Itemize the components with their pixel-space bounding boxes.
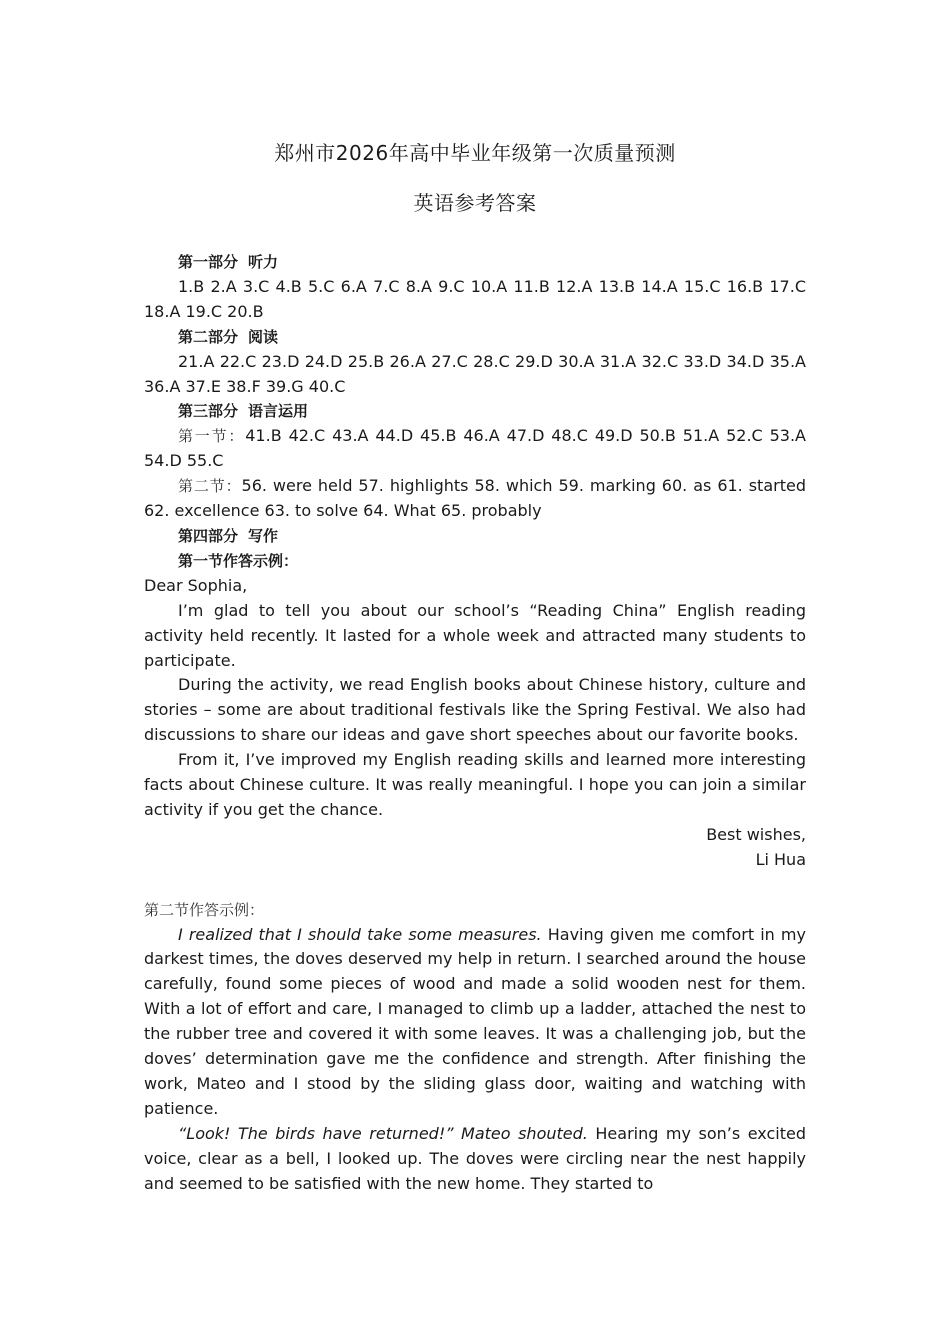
part1-heading [144, 250, 806, 275]
letter-paragraph-1: I’m glad to tell you about our school’s “Reading China” English reading activity held recently. It lasted for a whole week and attracted many students to participate. [144, 600, 806, 670]
part4-heading-topic: 写作 [248, 526, 279, 545]
part4-sample2-label: 第二节作答示例： [144, 900, 265, 919]
part3-section2 [144, 474, 806, 524]
story-paragraph-1-body: Having given me comfort in my darkest times, the doves deserved my help in return. I searched around the house carefully, found some pieces of wood and made a solid wooden nest for them. With a lot of effort and care, I managed to climb up a ladder, attached the nest to the rubber tree and covered it with some leaves. It was a challenging job, but the doves’ determination gave me the confidence and strength. After finishing the work, Mateo and I stood by the sliding glass door, waiting and watching with patience. [144, 924, 806, 1118]
part3-heading-topic: 语言运用 [248, 402, 309, 421]
story-paragraph-2-lead: “Look! The birds have returned!” Mateo shouted. [178, 1123, 588, 1143]
page-subtitle: 英语参考答案 [413, 191, 537, 215]
letter-closing: Best wishes, [706, 824, 806, 844]
part4-heading [144, 524, 806, 549]
part1-heading-topic: 听力 [248, 253, 279, 271]
part2-heading [144, 325, 806, 350]
spacer [144, 873, 806, 898]
letter-paragraph-2: During the activity, we read English books about Chinese history, culture and stories – some are about traditional festivals like the Spring Festival. We also had discussions to share our ideas and gave short speeches about our favorite books. [144, 675, 806, 745]
part3-section1-label: 第一节： [178, 427, 246, 446]
part3-section2-answers: 56. were held 57. highlights 58. which 59. marking 60. as 61. started 62. excellence 63. to solve 64. What 65. probably [144, 476, 806, 521]
letter-paragraph-3: From it, I’ve improved my English reading skills and learned more interesting facts about Chinese culture. It was really meaningful. I hope you can join a similar activity if you get the chance. [144, 750, 806, 819]
part3-section2-label: 第二节： [178, 477, 242, 496]
story-paragraph-1-lead: I realized that I should take some measures. [178, 924, 542, 944]
letter-greeting: Dear Sophia, [144, 575, 248, 595]
part3-heading-label: 第三部分 [178, 402, 239, 421]
story-paragraph-2-body: Hearing my son’s excited voice, clear as a bell, I looked up. The doves were circling near the nest happily and seemed to be satisfied with the new home. They started to [144, 1123, 807, 1193]
part2-heading-label: 第二部分 [178, 327, 239, 346]
part4-heading-label: 第四部分 [178, 526, 239, 545]
part2-answers: 21.A 22.C 23.D 24.D 25.B 26.A 27.C 28.C 29.D 30.A 31.A 32.C 33.D 34.D 35.A 36.A 37.E 38.F 39.G 40.C [144, 351, 806, 396]
part3-section1-answers: 41.B 42.C 43.A 44.D 45.B 46.A 47.D 48.C 49.D 50.B 51.A 52.C 53.A 54.D 55.C [144, 426, 806, 471]
story-paragraph-2 [144, 1122, 806, 1197]
part1-heading-label: 第一部分 [178, 253, 239, 271]
page-title: 郑州市2026年高中毕业年级第一次质量预测 [274, 141, 676, 165]
part3-heading [144, 399, 806, 424]
part4-sample1-label: 第一节作答示例： [178, 551, 299, 570]
answer-body [144, 250, 806, 1197]
part3-section1 [144, 424, 806, 474]
story-paragraph-1 [144, 923, 806, 1122]
part2-heading-topic: 阅读 [248, 327, 279, 346]
part1-answers: 1.B 2.A 3.C 4.B 5.C 6.A 7.C 8.A 9.C 10.A 11.B 12.A 13.B 14.A 15.C 16.B 17.C 18.A 19.C 20.B [144, 276, 806, 321]
letter-signature: Li Hua [755, 849, 806, 869]
